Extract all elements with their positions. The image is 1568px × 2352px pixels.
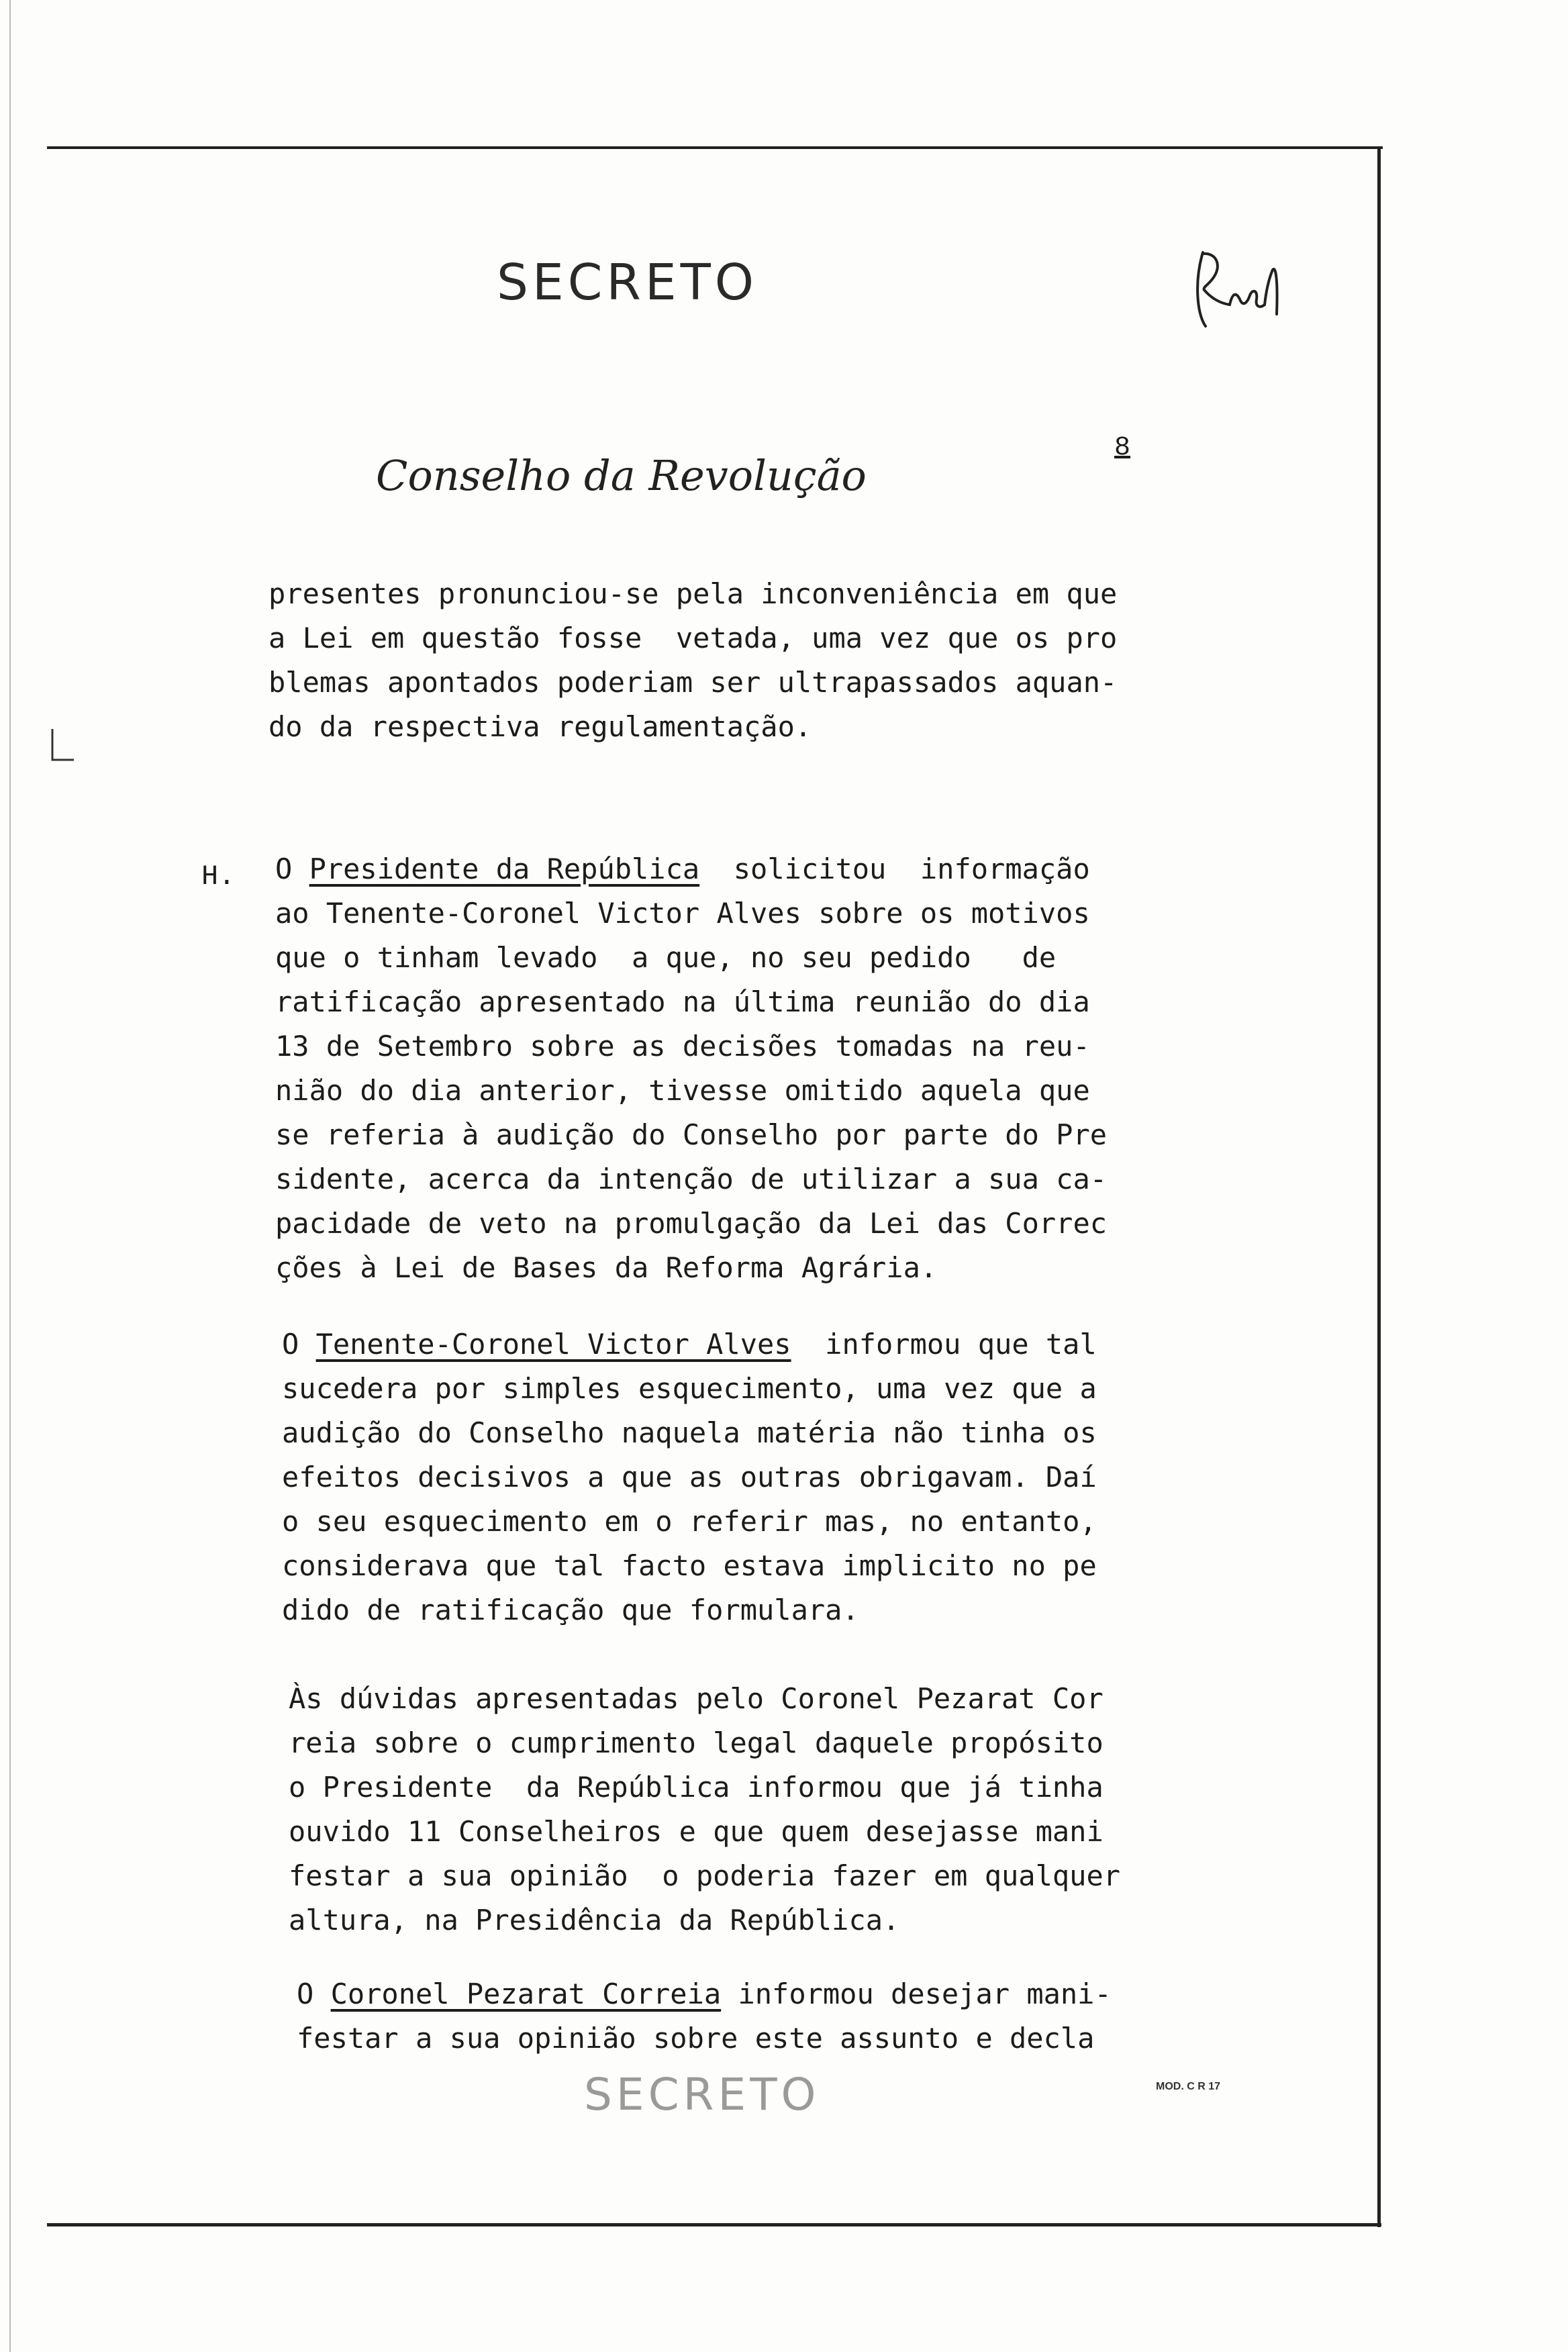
paragraph-continuation: presentes pronunciou-se pela inconveniência em que a Lei em questão fosse vetada, uma vez que os pro blemas apontados poderiam ser ultrapassados aquan- do da respectiva regulamentação.	[268, 577, 1118, 743]
name-victor-alves: Tenente-Coronel Victor Alves	[315, 1328, 791, 1361]
paragraph-pezarat-statement: O Coronel Pezarat Correia informou desejar mani- festar a sua opinião sobre este assunto e decla	[297, 1977, 1112, 2055]
marginal-mark-icon	[44, 726, 85, 767]
name-presidente: Presidente da República	[309, 852, 700, 885]
secret-stamp-bottom: SECRETO	[584, 2069, 820, 2120]
section-label: H.	[201, 861, 236, 893]
form-code: MOD. C R 17	[1156, 2081, 1221, 2092]
paragraph-pezarat-doubts: Às dúvidas apresentadas pelo Coronel Pezarat Cor reia sobre o cumprimento legal daquele propósito o Presidente da República informou que já tinha ouvido 11 Conselheiros e que quem desejasse mani festar a sua opinião o poderia fazer em qualquer altura, na Presidência da República.	[289, 1682, 1121, 1937]
frame-top-rule	[47, 146, 1383, 149]
letterhead-title: Conselho da Revolução	[376, 451, 867, 500]
page-left-edge	[9, 0, 11, 2352]
frame-bottom-rule	[47, 2223, 1381, 2226]
name-pezarat-correia: Coronel Pezarat Correia	[330, 1977, 722, 2010]
page-number: 8	[1114, 433, 1131, 463]
frame-right-rule	[1377, 146, 1381, 2227]
paragraph-victor-alves-reply: O Tenente-Coronel Victor Alves informou que tal sucedera por simples esquecimento, uma vez que a audição do Conselho naquela matéria não tinha os efeitos decisivos a que as outras obrigavam. Daí o seu esquecimento em o referir mas, no entanto, considerava que tal facto estava implicito no pe dido de ratificação que formulara.	[282, 1328, 1097, 1626]
paragraph-president-request: O Presidente da República solicitou informação ao Tenente-Coronel Victor Alves sobre os motivos que o tinham levado a que, no seu pedido de ratificação apresentado na última reunião do dia 13 de Setembro sobre as decisões tomadas na reu- nião do dia anterior, tivesse omitido aquela que se referia à audição do Conselho por parte do Pre sidente, acerca da intenção de utilizar a sua ca- pacidade de veto na promulgação da Lei das Correc ções à Lei de Bases da Reforma Agrária.	[275, 852, 1108, 1284]
signature-icon	[1183, 239, 1283, 340]
secret-stamp-top: SECRETO	[497, 254, 758, 311]
